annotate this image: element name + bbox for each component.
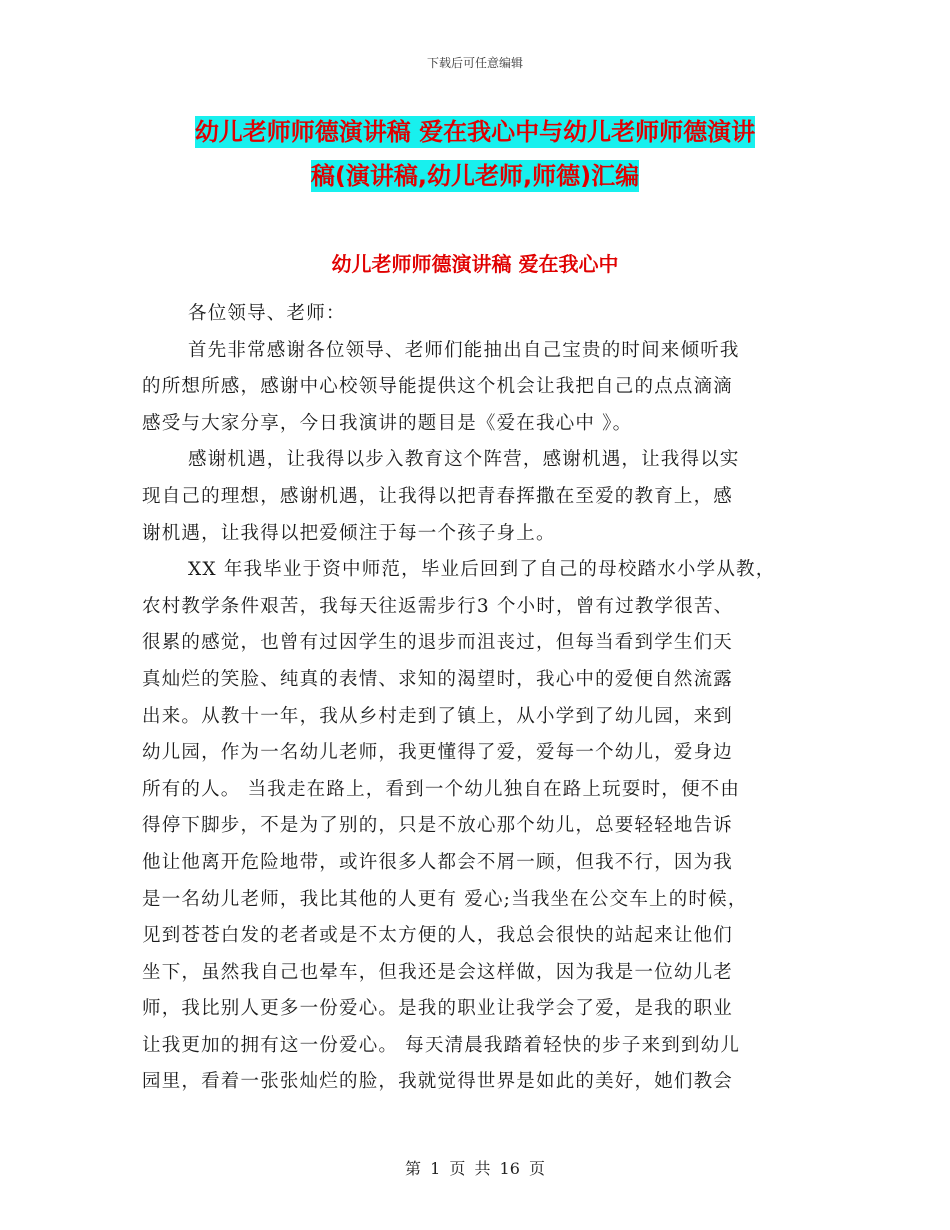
title-line-1: 幼儿老师师德演讲稿 爱在我心中与幼儿老师师德演讲 xyxy=(194,118,756,146)
text-line: XX 年我毕业于资中师范，毕业后回到了自己的母校踏水小学从教， xyxy=(188,559,776,581)
text-line: 感受与大家分享，今日我演讲的题目是《爱在我心中 》。 xyxy=(142,412,633,434)
text-line: 谢机遇，让我得以把爱倾注于每一个孩子身上。 xyxy=(142,522,556,544)
text-line: 见到苍苍白发的老者或是不太方便的人，我总会很快的站起来让他们 xyxy=(142,925,734,947)
text-line: 幼儿园，作为一名幼儿老师，我更懂得了爱，爱每一个幼儿，爱身边 xyxy=(142,742,734,764)
text-line: 园里，看着一张张灿烂的脸，我就觉得世界是如此的美好，她们教会 xyxy=(142,1071,734,1093)
text-line: 感谢机遇，让我得以步入教育这个阵营，感谢机遇，让我得以实 xyxy=(188,449,740,471)
page-header: 下载后可任意编辑 xyxy=(426,56,523,70)
text-line: 很累的感觉，也曾有过因学生的退步而沮丧过，但每当看到学生们天 xyxy=(142,632,734,654)
text-line: 得停下脚步，不是为了别的，只是不放心那个幼儿，总要轻轻地告诉 xyxy=(142,815,734,837)
text-line: 他让他离开危险地带，或许很多人都会不屑一顾，但我不行，因为我 xyxy=(142,851,734,873)
page-footer: 第 1 页 共 16 页 xyxy=(405,1159,545,1178)
text-line: 让我更加的拥有这一份爱心。 每天清晨我踏着轻快的步子来到到幼儿 xyxy=(142,1034,741,1056)
text-line: 出来。从教十一年，我从乡村走到了镇上，从小学到了幼儿园，来到 xyxy=(142,705,734,727)
text-line: 的所想所感，感谢中心校领导能提供这个机会让我把自己的点点滴滴 xyxy=(142,376,734,398)
text-line: 师，我比别人更多一份爱心。是我的职业让我学会了爱，是我的职业 xyxy=(142,998,734,1020)
text-line: 所有的人。 当我走在路上，看到一个幼儿独自在路上玩耍时，便不由 xyxy=(142,778,741,800)
section-title: 幼儿老师师德演讲稿 爱在我心中 xyxy=(331,252,619,276)
text-line: 首先非常感谢各位领导、老师们能抽出自己宝贵的时间来倾听我 xyxy=(188,339,740,361)
text-line: 现自己的理想，感谢机遇，让我得以把青春挥撒在至爱的教育上，感 xyxy=(142,485,734,507)
body-text xyxy=(142,296,822,1101)
document-title xyxy=(120,110,830,198)
text-line: 是一名幼儿老师，我比其他的人更有 爱心;当我坐在公交车上的时候， xyxy=(142,888,748,910)
text-line: 坐下，虽然我自己也晕车，但我还是会这样做，因为我是一位幼儿老 xyxy=(142,961,734,983)
text-line: 农村教学条件艰苦，我每天往返需步行3 个小时，曾有过教学很苦、 xyxy=(142,595,734,617)
text-line: 各位领导、老师： xyxy=(188,303,346,324)
title-line-2: 稿(演讲稿,幼儿老师,师德)汇编 xyxy=(310,162,640,190)
text-line: 真灿烂的笑脸、纯真的表情、求知的渴望时，我心中的爱便自然流露 xyxy=(142,668,734,690)
